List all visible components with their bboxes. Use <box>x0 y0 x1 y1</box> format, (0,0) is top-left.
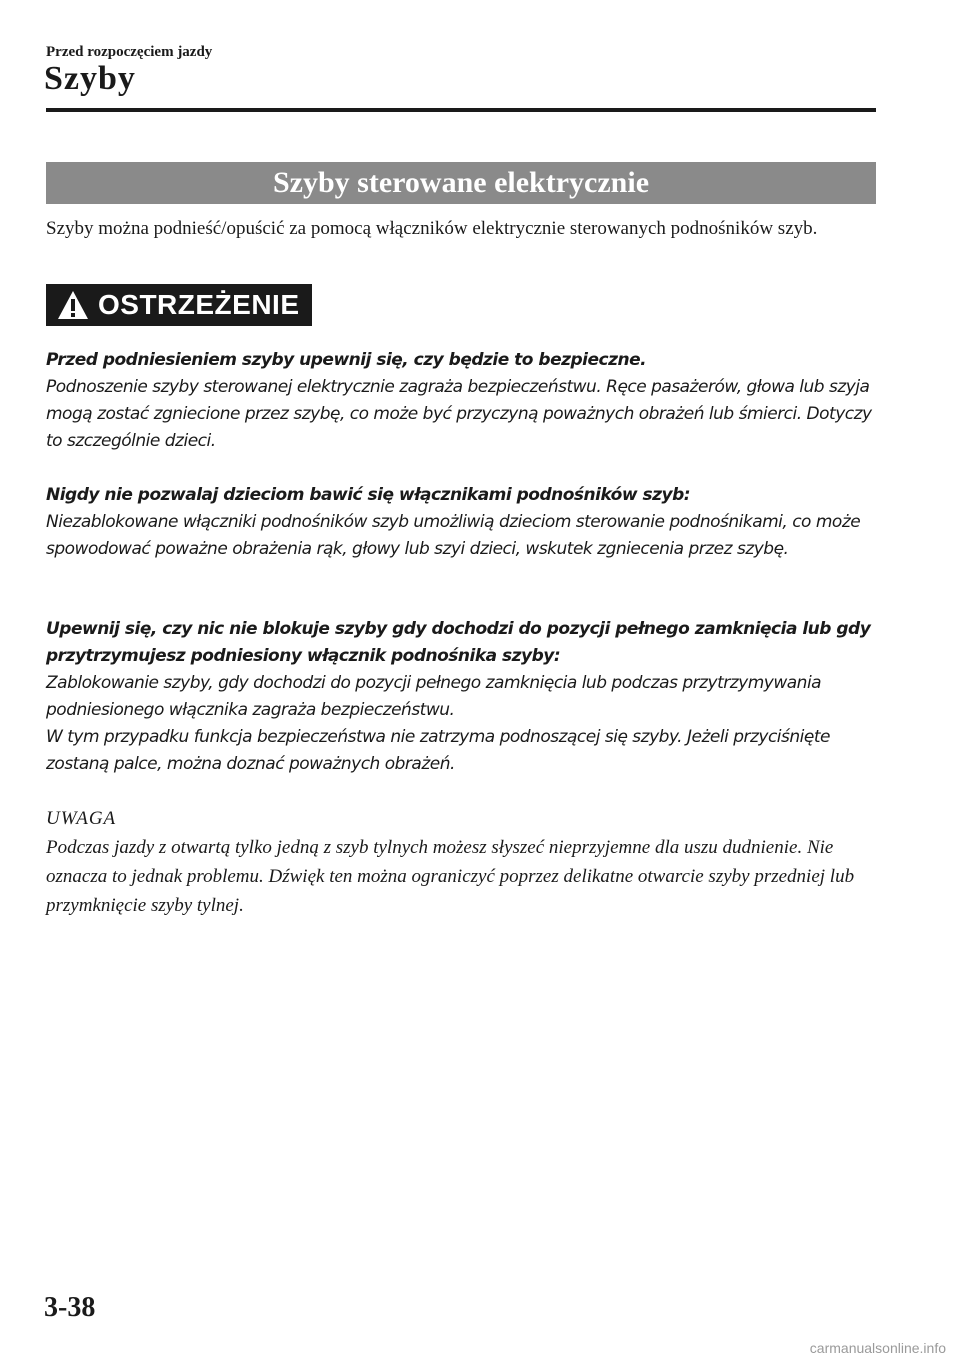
warning-item-body: Niezablokowane włączniki podnośników szyb umożliwią dzieciom sterowanie podnośnikami, co może spowodować poważne obrażenia rąk, głowy lub szyi dzieci, wskutek zgniecenia przez szybę. <box>46 512 861 559</box>
note-block <box>46 804 886 920</box>
warning-item-body: Podnoszenie szyby sterowanej elektrycznie zagraża bezpieczeństwu. Ręce pasażerów, głowa lub szyja mogą zostać zgniecione przez szybę, co może być przyczyną poważnych obrażeń lub śmierci. Dotyczy to szczególnie dzieci. <box>46 377 872 451</box>
warning-item-body: W tym przypadku funkcja bezpieczeństwa nie zatrzyma podnoszącej się szyby. Jeżeli przyciśnięte zostaną palce, można doznać poważnych obrażeń. <box>46 727 830 774</box>
note-heading: UWAGA <box>46 808 117 829</box>
section-title: Szyby sterowane elektrycznie <box>46 162 876 204</box>
note-body: Podczas jazdy z otwartą tylko jedną z szyb tylnych możesz słyszeć nieprzyjemne dla uszu dudnienie. Nie oznacza to jednak problemu. Dźwięk ten można ograniczyć poprzez delikatne otwarcie szyby przedniej lub przymknięcie szyby tylnej. <box>46 837 855 916</box>
warning-triangle-icon <box>56 289 90 321</box>
intro-paragraph: Szyby można podnieść/opuścić za pomocą włączników elektrycznie sterowanych podnośników szyb. <box>46 218 818 239</box>
page-number: 3-38 <box>44 1292 96 1323</box>
breadcrumb: Przed rozpoczęciem jazdy <box>46 44 213 60</box>
warning-item-heading: Przed podniesieniem szyby upewnij się, czy będzie to bezpieczne. <box>46 350 647 370</box>
warning-label: OSTRZEŻENIE <box>98 289 300 320</box>
warning-item-body: Zablokowanie szyby, gdy dochodzi do pozycji pełnego zamknięcia lub podczas przytrzymywania podniesionego włącznika zagraża bezpieczeństwu. <box>46 673 822 720</box>
warning-item <box>46 616 876 778</box>
chapter-title: Szyby <box>44 60 136 97</box>
warning-item-heading: Upewnij się, czy nic nie blokuje szyby gdy dochodzi do pozycji pełnego zamknięcia lub gdy przytrzymujesz podniesiony włącznik podnośnika szyby: <box>46 619 871 666</box>
warning-item-heading: Nigdy nie pozwalaj dzieciom bawić się włącznikami podnośników szyb: <box>46 485 691 505</box>
header-divider <box>46 108 876 112</box>
watermark: carmanualsonline.info <box>809 1340 946 1356</box>
warning-badge <box>46 284 312 326</box>
warning-item <box>46 347 876 455</box>
warning-item <box>46 482 876 563</box>
